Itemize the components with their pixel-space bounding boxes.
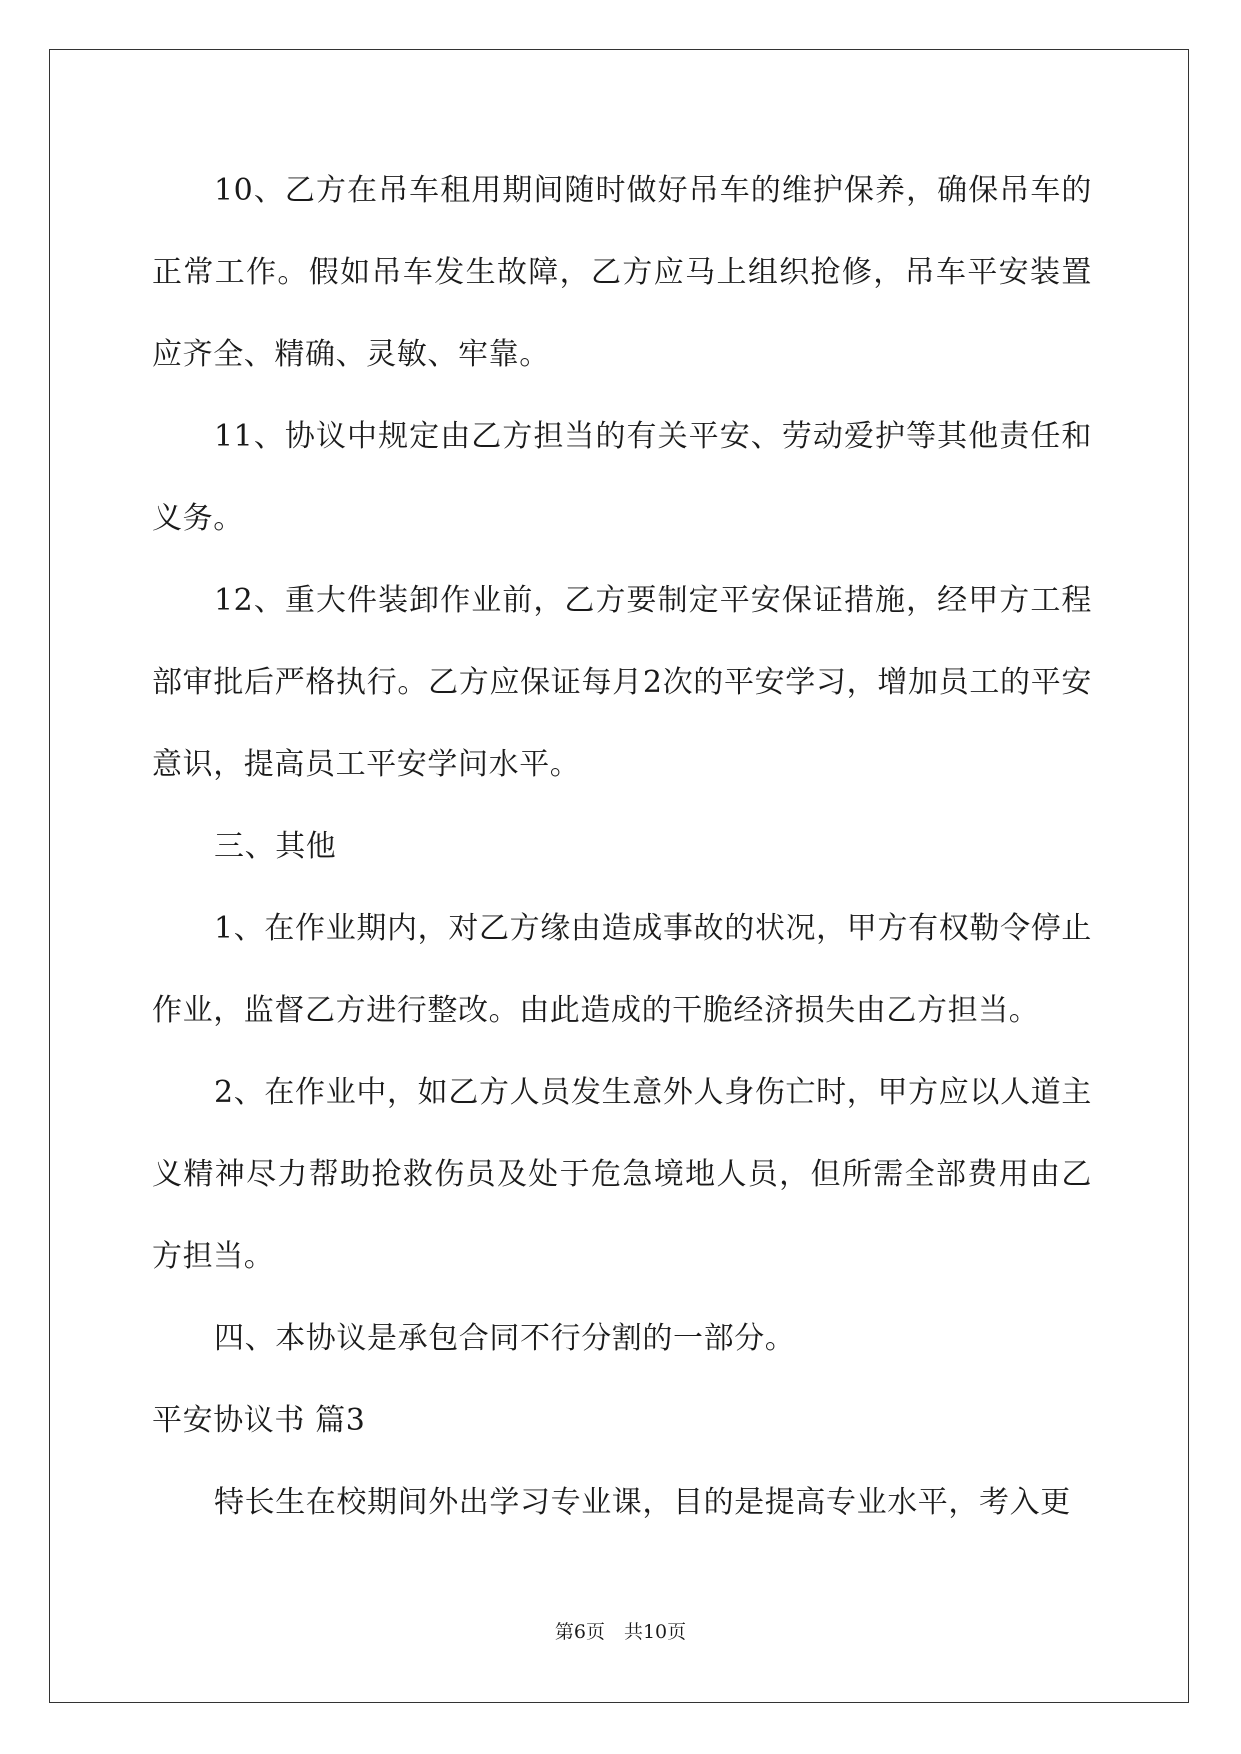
paragraph-section-4: 四、本协议是承包合同不行分割的一部分。 — [214, 1321, 796, 1356]
paragraph-other-1: 1、在作业期内，对乙方缘由造成事故的状况，甲方有权勒令停止作业，监督乙方进行整改。由此造成的干脆经济损失由乙方担当。 — [152, 911, 1092, 1028]
paragraph-clause-11: 11、协议中规定由乙方担当的有关平安、劳动爱护等其他责任和义务。 — [152, 419, 1092, 536]
paragraph-clause-12: 12、重大件装卸作业前，乙方要制定平安保证措施，经甲方工程部审批后严格执行。乙方应保证每月2次的平安学习，增加员工的平安意识，提高员工平安学问水平。 — [152, 583, 1092, 782]
paragraph-other-2: 2、在作业中，如乙方人员发生意外人身伤亡时，甲方应以人道主义精神尽力帮助抢救伤员及处于危急境地人员，但所需全部费用由乙方担当。 — [152, 1075, 1092, 1274]
article-heading: 平安协议书 篇3 — [152, 1403, 366, 1438]
document-body — [152, 150, 1092, 1544]
paragraph-article3-intro: 特长生在校期间外出学习专业课，目的是提高专业水平，考入更 — [214, 1485, 1071, 1520]
section-other-heading: 三、其他 — [214, 829, 337, 864]
page-number-footer: 第6页 共10页 — [554, 1621, 687, 1643]
paragraph-clause-10: 10、乙方在吊车租用期间随时做好吊车的维护保养，确保吊车的正常工作。假如吊车发生故障，乙方应马上组织抢修，吊车平安装置应齐全、精确、灵敏、牢靠。 — [152, 173, 1092, 372]
